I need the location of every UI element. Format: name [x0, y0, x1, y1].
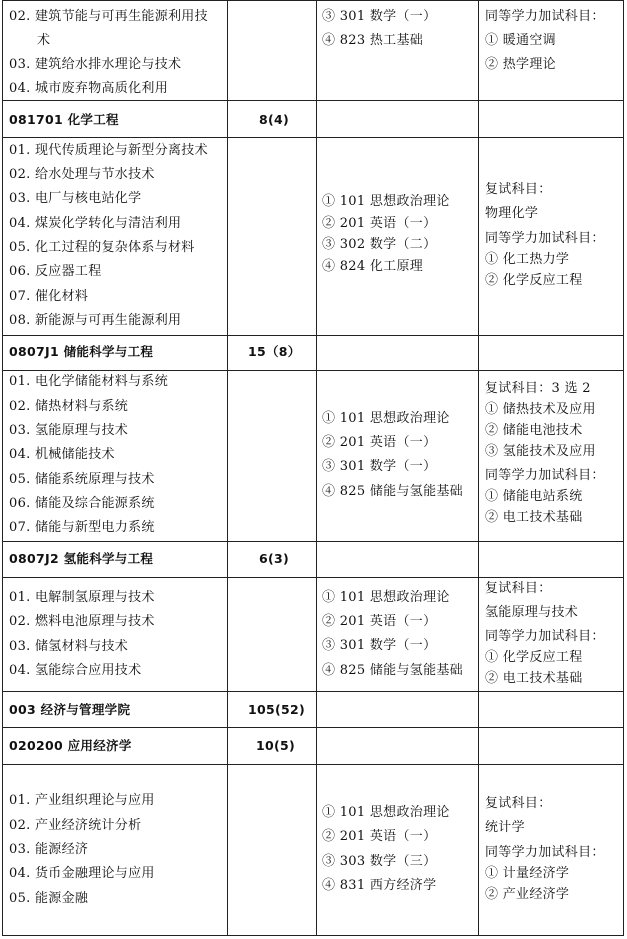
remark-line: ① 计量经济学: [485, 866, 570, 881]
research-directions-cell: [3, 138, 228, 335]
program-quota: 8(4): [259, 112, 290, 127]
table-row: [2, 138, 624, 336]
exam-subjects-cell: [317, 138, 479, 335]
exam-subject: ④ 823 热工基础: [322, 33, 424, 48]
remark-line: 复试科目：3 选 2: [485, 381, 591, 396]
direction-item: 术: [37, 33, 51, 48]
table-row: [2, 371, 624, 542]
remarks-cell: [479, 578, 623, 691]
program-name-cell: [3, 728, 228, 764]
exam-subject: ② 201 英语（一）: [322, 435, 437, 450]
exam-subject: ② 201 英语（一）: [322, 216, 437, 231]
program-quota: 6(3): [259, 551, 290, 566]
exam-subjects-cell: [317, 542, 479, 577]
exam-subject: ② 201 英语（一）: [322, 829, 437, 844]
exam-subject: ③ 301 数学（一）: [322, 638, 437, 653]
program-name: 003 经济与管理学院: [9, 702, 131, 717]
direction-item: 04. 煤炭化学转化与清洁利用: [9, 216, 182, 231]
exam-subjects-cell: [317, 578, 479, 691]
exam-subjects-cell: [317, 336, 479, 370]
remark-line: 复试科目：: [485, 796, 552, 811]
research-directions-cell: [3, 371, 228, 541]
direction-item: 05. 储能系统原理与技术: [9, 472, 155, 487]
table-row: [2, 101, 624, 138]
quota-cell: [228, 578, 317, 691]
remark-line: 同等学力加试科目：: [485, 468, 605, 483]
table-row: [2, 765, 624, 936]
exam-subject: ③ 301 数学（一）: [322, 9, 437, 24]
program-quota: 15（8）: [248, 344, 301, 359]
remark-line: ① 暖通空调: [485, 33, 556, 48]
exam-subjects-cell: [317, 692, 479, 727]
remark-line: ② 产业经济学: [485, 887, 570, 902]
quota-cell: [228, 728, 317, 764]
direction-item: 03. 电厂与核电站化学: [9, 191, 142, 206]
remark-line: ② 电工技术基础: [485, 510, 583, 525]
remark-line: ② 储能电池技术: [485, 423, 583, 438]
exam-subjects-cell: [317, 765, 479, 935]
program-quota: 105(52): [248, 702, 306, 717]
table-row: [2, 336, 624, 371]
table-row: [2, 542, 624, 578]
remarks-cell: [479, 765, 623, 935]
remark-line: 同等学力加试科目：: [485, 231, 605, 246]
remarks-cell: [479, 336, 623, 370]
direction-item: 03. 储氢材料与技术: [9, 639, 129, 654]
program-name-cell: [3, 101, 228, 137]
remarks-cell: [479, 728, 623, 764]
remarks-cell: [479, 692, 623, 727]
program-name-cell: [3, 692, 228, 727]
remark-line: 统计学: [485, 820, 525, 835]
quota-cell: [228, 101, 317, 137]
exam-subject: ③ 301 数学（一）: [322, 459, 437, 474]
exam-subject: ③ 303 数学（三）: [322, 854, 437, 869]
direction-item: 01. 现代传质理论与新型分离技术: [9, 143, 208, 158]
direction-item: 06. 反应器工程: [9, 264, 102, 279]
remark-line: 同等学力加试科目：: [485, 629, 605, 644]
exam-subject: ④ 825 储能与氢能基础: [322, 663, 463, 678]
exam-subject: ① 101 思想政治理论: [322, 411, 450, 426]
remarks-cell: [479, 542, 623, 577]
remark-line: 复试科目：: [485, 182, 552, 197]
remark-line: ② 电工技术基础: [485, 671, 583, 686]
direction-item: 02. 产业经济统计分析: [9, 818, 142, 833]
quota-cell: [228, 371, 317, 541]
quota-cell: [228, 542, 317, 577]
remark-line: ① 化工热力学: [485, 252, 570, 267]
remark-line: 物理化学: [485, 206, 539, 221]
remarks-cell: [479, 138, 623, 335]
direction-item: 08. 新能源与可再生能源利用: [9, 313, 182, 328]
direction-item: 05. 化工过程的复杂体系与材料: [9, 240, 195, 255]
direction-item: 02. 储热材料与系统: [9, 399, 129, 414]
exam-subject: ① 101 思想政治理论: [322, 194, 450, 209]
exam-subject: ④ 824 化工原理: [322, 259, 424, 274]
direction-item: 02. 建筑节能与可再生能源利用技: [9, 9, 208, 24]
exam-subjects-cell: [317, 728, 479, 764]
research-directions-cell: [3, 765, 228, 935]
direction-item: 01. 电化学储能材料与系统: [9, 374, 169, 389]
direction-item: 02. 燃料电池原理与技术: [9, 614, 155, 629]
remark-line: ② 热学理论: [485, 57, 556, 72]
quota-cell: [228, 765, 317, 935]
remark-line: ① 储热技术及应用: [485, 402, 596, 417]
remark-line: ① 储能电站系统: [485, 489, 583, 504]
exam-subject: ④ 825 储能与氢能基础: [322, 484, 463, 499]
exam-subjects-cell: [317, 371, 479, 541]
remark-line: 同等学力加试科目：: [485, 9, 605, 24]
table-row: [2, 0, 624, 101]
remarks-cell: [479, 101, 623, 137]
exam-subject: ④ 831 西方经济学: [322, 878, 437, 893]
direction-item: 04. 货币金融理论与应用: [9, 866, 155, 881]
remarks-cell: [479, 1, 623, 100]
direction-item: 07. 储能与新型电力系统: [9, 520, 155, 535]
direction-item: 01. 电解制氢原理与技术: [9, 590, 155, 605]
exam-subject: ③ 302 数学（二）: [322, 237, 437, 252]
research-directions-cell: [3, 1, 228, 100]
direction-item: 04. 机械储能技术: [9, 447, 115, 462]
direction-item: 07. 催化材料: [9, 289, 89, 304]
direction-item: 06. 储能及综合能源系统: [9, 496, 155, 511]
quota-cell: [228, 336, 317, 370]
quota-cell: [228, 1, 317, 100]
exam-subject: ① 101 思想政治理论: [322, 805, 450, 820]
table-row: [2, 578, 624, 692]
direction-item: 04. 城市废弃物高质化利用: [9, 81, 169, 96]
program-table: [2, 0, 624, 936]
quota-cell: [228, 138, 317, 335]
program-name: 0807J2 氢能科学与工程: [9, 551, 154, 566]
program-name: 020200 应用经济学: [9, 738, 132, 753]
remarks-cell: [479, 371, 623, 541]
exam-subject: ① 101 思想政治理论: [322, 590, 450, 605]
remark-line: 复试科目：: [485, 581, 552, 596]
remark-line: ① 化学反应工程: [485, 650, 583, 665]
program-name: 0807J1 储能科学与工程: [9, 344, 154, 359]
program-name: 081701 化学工程: [9, 112, 119, 127]
direction-item: 03. 氢能原理与技术: [9, 423, 129, 438]
remark-line: 同等学力加试科目：: [485, 845, 605, 860]
table-row: [2, 728, 624, 765]
remark-line: ② 化学反应工程: [485, 273, 583, 288]
direction-item: 04. 氢能综合应用技术: [9, 663, 142, 678]
program-quota: 10(5): [256, 738, 296, 753]
program-name-cell: [3, 542, 228, 577]
direction-item: 05. 能源金融: [9, 891, 89, 906]
exam-subjects-cell: [317, 1, 479, 100]
exam-subject: ② 201 英语（一）: [322, 614, 437, 629]
remark-line: ③ 氢能技术及应用: [485, 444, 596, 459]
remark-line: 氢能原理与技术: [485, 605, 579, 620]
direction-item: 02. 给水处理与节水技术: [9, 167, 155, 182]
direction-item: 01. 产业组织理论与应用: [9, 793, 155, 808]
direction-item: 03. 能源经济: [9, 842, 89, 857]
program-name-cell: [3, 336, 228, 370]
research-directions-cell: [3, 578, 228, 691]
exam-subjects-cell: [317, 101, 479, 137]
table-row: [2, 692, 624, 728]
direction-item: 03. 建筑给水排水理论与技术: [9, 57, 182, 72]
quota-cell: [228, 692, 317, 727]
